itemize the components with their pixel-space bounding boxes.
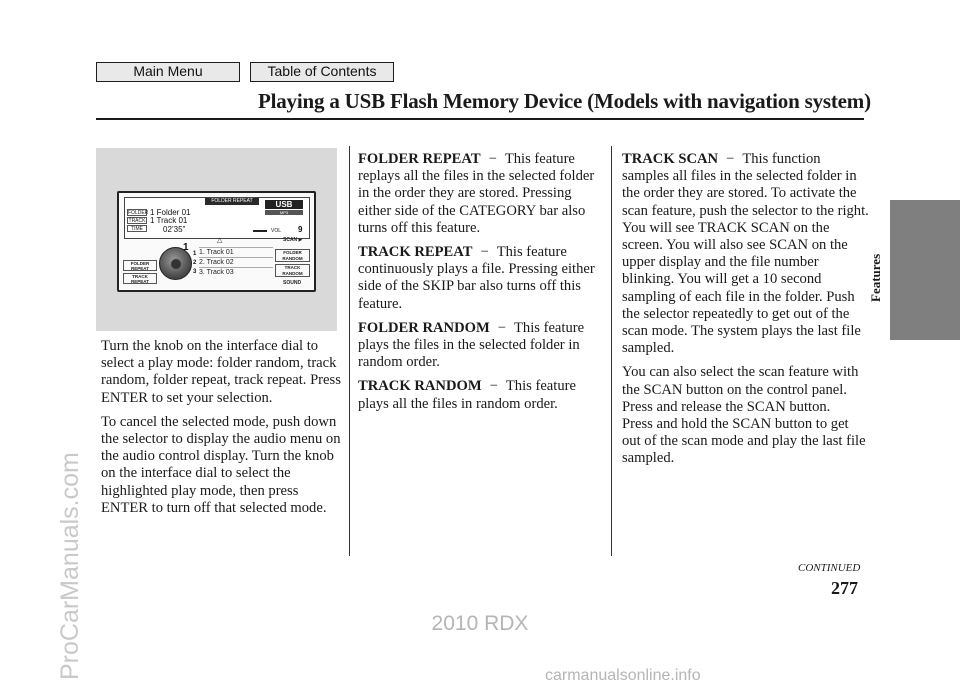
dash: − [726,151,735,167]
definition: This feature plays the files in the selected folder in random order. [358,319,585,371]
folder-repeat-entry [358,151,608,237]
term: TRACK RANDOM [358,378,482,395]
source-indicator: USB [265,200,303,209]
preset-2: 2 [193,260,197,266]
folder-tag: FOLDER [128,210,149,216]
mode-banner: FOLDER REPEAT [205,198,259,205]
volume-label: VOL [271,228,282,234]
audio-panel [117,191,316,292]
dash: − [489,378,498,395]
folder-repeat-key: FOLDER REPEAT [123,260,157,271]
column-3 [622,151,870,475]
display-screen [124,197,310,239]
site-watermark: carmanualsonline.info [545,667,701,684]
eject-icon: △ [217,237,223,244]
track-random-key: TRACK RANDOM [275,264,310,277]
track-readout: 1 Track 01 [150,216,188,225]
preset-1: 1 [193,251,197,257]
track-repeat-key: TRACK REPEAT [123,273,157,284]
paragraph: Press and release the SCAN button. [622,398,831,415]
dash: − [488,151,497,167]
section-tab [890,200,960,340]
track-random-entry [358,378,608,412]
track-scan-entry [622,151,870,357]
sound-label: SOUND [283,280,302,286]
title-rule [96,118,864,120]
audio-unit-illustration [96,148,337,331]
table-of-contents-button[interactable]: Table of Contents [250,62,394,82]
section-label: Features [868,253,883,303]
term: FOLDER REPEAT [358,151,481,167]
time-readout: 02’35” [163,225,186,234]
term: TRACK REPEAT [358,244,473,261]
definition: This function samples all files in the selected folder in the order they are stored. To activate the scan feature, push the selector to the right. You will see TRACK SCAN on the screen. You will also see SCAN on the upper display and the file number blinking. You will get a 10 second sampling of each file in the folder. Push the selector repeatedly to get out of the scan mode. The system plays the last file sampled. [622,151,869,357]
scan-label: SCAN ▶ [283,237,303,243]
definition: This feature continuously plays a file. Pressing either side of the SKIP bar also turns off this feature. [358,244,595,312]
track-list-item: 2. Track 02 [199,257,273,266]
paragraph: To cancel the selected mode, push down the selector to display the audio menu on the audio control display. Turn the knob on the interface dial to select the highlighted play mode, then press ENTER to turn off that selected mode. [101,413,341,516]
track-repeat-entry [358,244,608,313]
dash: − [480,244,489,261]
volume-value: 9 [298,225,303,234]
dash: − [497,319,506,336]
preset-3: 3 [193,269,197,275]
paragraph: You can also select the scan feature with the SCAN button on the control panel. [622,364,859,398]
column-1 [101,338,346,524]
definition: This feature replays all the files in the selected folder in the order they are stored. Pressing either side of the CATEGORY bar also turns off this feature. [358,151,595,236]
folder-readout: 1 Folder 01 [150,208,191,217]
paragraph: Press and hold the SCAN button to get out of the scan mode and play the last file sampled. [622,416,866,467]
volume-bar [253,230,267,232]
model-footer: 2010 RDX [431,612,529,635]
watermark: ProCarManuals.com [56,452,84,680]
column-2 [358,151,608,420]
folder-random-key: FOLDER RANDOM [275,249,310,262]
term: TRACK SCAN [622,151,719,167]
paragraph: Turn the knob on the interface dial to select a play mode: folder random, track random, folder repeat, track repeat. Press ENTER to set your selection. [101,338,341,406]
continued-label: CONTINUED [798,562,861,574]
term: FOLDER RANDOM [358,319,490,336]
knob-number: 1 [183,242,189,253]
column-divider [611,146,612,556]
definition: This feature plays all the files in random order. [358,378,576,412]
time-tag: TIME [127,225,147,232]
format-indicator: MP3 [265,210,303,215]
page-title: Playing a USB Flash Memory Device (Models with navigation system) [258,89,871,113]
track-list-item: 3. Track 03 [199,267,273,276]
page-number: 277 [831,578,858,598]
track-list-item: 1. Track 01 [199,247,273,256]
track-tag: TRACK [128,218,146,224]
column-divider [349,146,350,556]
folder-random-entry [358,320,608,372]
main-menu-button[interactable]: Main Menu [96,62,240,82]
